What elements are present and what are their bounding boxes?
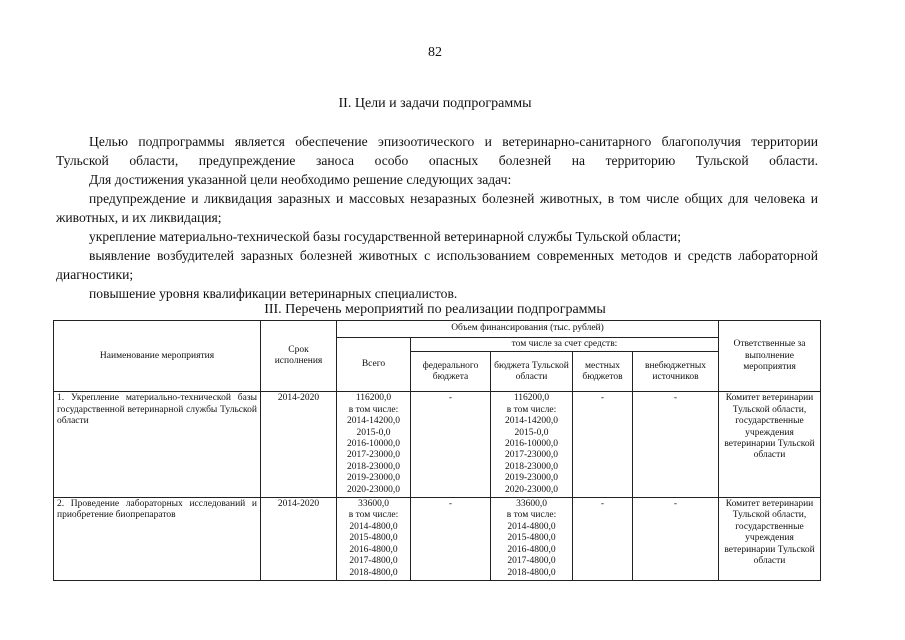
- header-including: том числе за счет средств:: [411, 338, 719, 352]
- goals-text: [56, 132, 818, 303]
- header-federal: федерального бюджета: [411, 352, 491, 392]
- cell-term: 2014-2020: [261, 392, 337, 498]
- section-title-measures: III. Перечень мероприятий по реализации подпрограммы: [264, 302, 606, 317]
- paragraph-goal: Целью подпрограммы является обеспечение эпизоотического и ветеринарно-санитарного благополучия территории Тульской области, предупреждение заноса особо опасных болезней на территорию Тульской области.: [56, 134, 818, 168]
- cell-local: -: [573, 392, 633, 498]
- paragraph-tasks-intro: Для достижения указанной цели необходимо решение следующих задач:: [89, 172, 512, 187]
- header-regional: бюджета Тульской области: [491, 352, 573, 392]
- header-total: Всего: [337, 338, 411, 392]
- cell-name: 2. Проведение лабораторных исследований и приобретение биопрепаратов: [54, 498, 261, 581]
- table-row: [54, 392, 821, 498]
- cell-local: -: [573, 498, 633, 581]
- paragraph-task-4: повышение уровня квалификации ветеринарных специалистов.: [89, 286, 458, 301]
- cell-responsible: Комитет ветеринарии Тульской области, государственные учреждения ветеринарии Тульской области: [719, 498, 821, 581]
- cell-federal: -: [411, 498, 491, 581]
- section-title-goals: II. Цели и задачи подпрограммы: [338, 96, 532, 111]
- header-term: Срок исполнения: [261, 321, 337, 392]
- paragraph-task-2: укрепление материально-технической базы государственной ветеринарной службы Тульской области;: [89, 229, 681, 244]
- cell-regional: 33600,0 в том числе: 2014-4800,0 2015-4800,0 2016-4800,0 2017-4800,0 2018-4800,0: [491, 498, 573, 581]
- cell-extra: -: [633, 498, 719, 581]
- table-row: [54, 498, 821, 581]
- cell-regional: 116200,0 в том числе: 2014-14200,0 2015-0,0 2016-10000,0 2017-23000,0 2018-23000,0 2019-23000,0 2020-23000,0: [491, 392, 573, 498]
- cell-extra: -: [633, 392, 719, 498]
- header-local: местных бюджетов: [573, 352, 633, 392]
- cell-name: 1. Укрепление материально-технической базы государственной ветеринарной службы Тульской области: [54, 392, 261, 498]
- cell-federal: -: [411, 392, 491, 498]
- header-responsible: Ответственные за выполнение мероприятия: [719, 321, 821, 392]
- header-name: Наименование мероприятия: [54, 321, 261, 392]
- paragraph-task-3: выявление возбудителей заразных болезней животных с использованием современных методов и средств лабораторной диагностики;: [56, 248, 818, 282]
- cell-term: 2014-2020: [261, 498, 337, 581]
- header-financing: Объем финансирования (тыс. рублей): [337, 321, 719, 338]
- cell-total: 116200,0 в том числе: 2014-14200,0 2015-0,0 2016-10000,0 2017-23000,0 2018-23000,0 2019-23000,0 2020-23000,0: [337, 392, 411, 498]
- cell-total: 33600,0 в том числе: 2014-4800,0 2015-4800,0 2016-4800,0 2017-4800,0 2018-4800,0: [337, 498, 411, 581]
- measures-table: [53, 320, 821, 581]
- cell-responsible: Комитет ветеринарии Тульской области, государственные учреждения ветеринарии Тульской области: [719, 392, 821, 498]
- paragraph-task-1: предупреждение и ликвидация заразных и массовых незаразных болезней животных, в том числе общих для человека и животных, и их ликвидация;: [56, 191, 818, 225]
- header-extra: внебюджетных источников: [633, 352, 719, 392]
- page-number: 82: [428, 45, 442, 60]
